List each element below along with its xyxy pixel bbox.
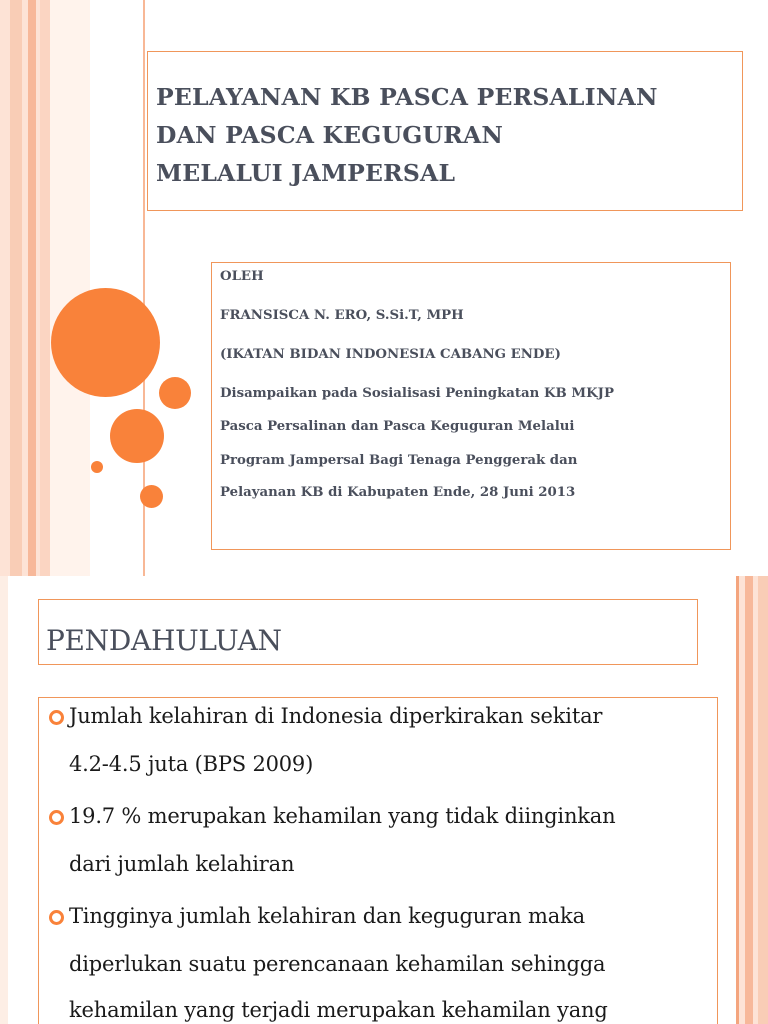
decor-stripe <box>0 0 10 576</box>
bullet-text: kehamilan yang terjadi merupakan kehamilan yang <box>69 998 608 1022</box>
subtitle-box <box>211 262 731 550</box>
ring-bullet-icon <box>49 710 64 725</box>
title-line: DAN PASCA KEGUGURAN <box>156 121 504 149</box>
section-title: PENDAHULUAN <box>46 624 282 657</box>
heading-box <box>38 599 698 665</box>
decorative-circle <box>91 461 103 473</box>
slide-introduction <box>0 576 768 1024</box>
bullet-text: 19.7 % merupakan kehamilan yang tidak diinginkan <box>69 804 616 828</box>
event-line: Pelayanan KB di Kabupaten Ende, 28 Juni 2013 <box>220 485 576 500</box>
decorative-circle <box>159 377 191 409</box>
bullet-text: Jumlah kelahiran di Indonesia diperkirakan sekitar <box>69 704 603 728</box>
event-line: Disampaikan pada Sosialisasi Peningkatan KB MKJP <box>220 386 614 401</box>
decor-stripe <box>745 576 753 1024</box>
title-line: MELALUI JAMPERSAL <box>156 159 456 187</box>
bullet-text: dari jumlah kelahiran <box>69 852 295 876</box>
decorative-circle <box>110 409 164 463</box>
title-line: PELAYANAN KB PASCA PERSALINAN <box>156 83 658 111</box>
event-line: Program Jampersal Bagi Tenaga Penggerak dan <box>220 453 578 468</box>
decor-stripe <box>28 0 36 576</box>
slide-title-text <box>156 78 658 192</box>
decor-stripe <box>0 576 8 1024</box>
bullet-text: Tingginya jumlah kelahiran dan keguguran maka <box>69 904 585 928</box>
decor-stripe <box>758 576 768 1024</box>
author-label: OLEH <box>220 269 264 284</box>
decorative-circle <box>51 288 160 397</box>
title-box <box>147 51 743 211</box>
content-box <box>38 697 718 1024</box>
bullet-text: diperlukan suatu perencanaan kehamilan sehingga <box>69 952 606 976</box>
decor-stripe <box>10 0 22 576</box>
author-affiliation: (IKATAN BIDAN INDONESIA CABANG ENDE) <box>220 347 561 362</box>
decor-stripe <box>50 0 90 576</box>
event-line: Pasca Persalinan dan Pasca Keguguran Melalui <box>220 419 575 434</box>
bullet-text: 4.2-4.5 juta (BPS 2009) <box>69 752 314 776</box>
ring-bullet-icon <box>49 910 64 925</box>
author-name: FRANSISCA N. ERO, S.Si.T, MPH <box>220 308 464 323</box>
decorative-circle <box>140 485 163 508</box>
decor-stripe <box>40 0 50 576</box>
ring-bullet-icon <box>49 810 64 825</box>
